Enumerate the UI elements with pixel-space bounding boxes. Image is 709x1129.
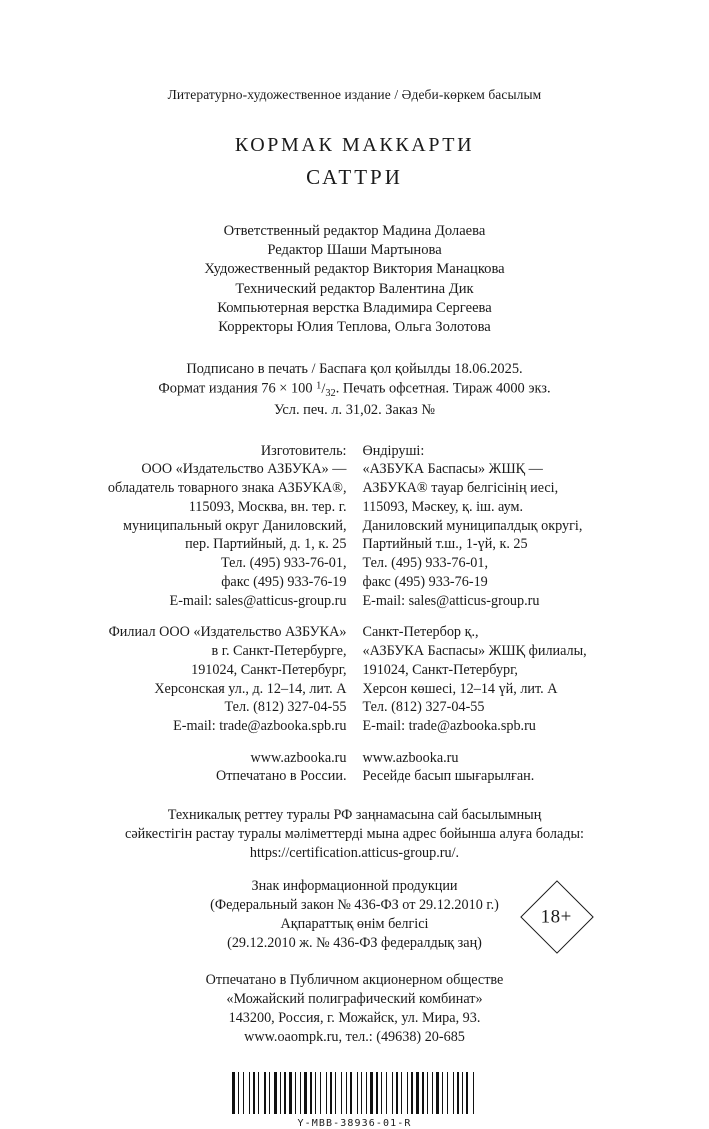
credit-line: Редактор Шаши Мартынова	[267, 242, 442, 259]
barcode-label: Y-MBB-38936-01-R	[297, 1118, 412, 1129]
branch-line-kk: Херсон көшесі, 12–14 үй, лит. А	[362, 680, 558, 697]
manufacturer-heading-kk: Өндіруші:	[362, 442, 425, 459]
spacer	[363, 736, 631, 749]
website-line-kk: www.azbooka.ru	[362, 749, 459, 766]
certification-url: https://certification.atticus-group.ru/.	[249, 844, 460, 861]
certification-line: сәйкестігін растау туралы мәліметтерді мына адрес бойынша алуға болады:	[125, 825, 584, 842]
barcode-section	[70, 1072, 639, 1129]
book-title: САТТРИ	[306, 165, 403, 190]
certification-block	[70, 806, 639, 862]
publisher-email-kk: E-mail: sales@atticus-group.ru	[362, 592, 540, 609]
publisher-line-kk: «АЗБУКА Баспасы» ЖШҚ —	[362, 461, 543, 478]
format-suffix: . Печать офсетная. Тираж 4000 экз.	[335, 381, 551, 398]
publisher-line-kk: факс (495) 933-76-19	[362, 573, 488, 590]
manufacturer-column-left	[79, 442, 347, 786]
printer-block	[70, 971, 639, 1046]
publisher-line-kk: АЗБУКА® тауар белгісінің иесі,	[362, 480, 559, 497]
format-denominator: 32	[325, 387, 336, 399]
credit-line: Технический редактор Валентина Дик	[235, 280, 474, 297]
barcode-image	[232, 1072, 477, 1114]
website-line: www.azbooka.ru	[250, 749, 347, 766]
printer-line: Отпечатано в Публичном акционерном обществе	[205, 972, 504, 989]
manufacturer-heading-ru: Изготовитель:	[260, 442, 347, 459]
branch-line: в г. Санкт-Петербурге,	[211, 643, 347, 660]
branch-line-kk: Тел. (812) 327-04-55	[362, 699, 485, 716]
branch-line-kk: Санкт-Петербор қ.,	[362, 624, 479, 641]
format-numerator: 1	[316, 380, 322, 392]
credit-line: Корректоры Юлия Теплова, Ольга Золотова	[218, 319, 491, 336]
spacer	[79, 610, 347, 623]
age-rating-line: (29.12.2010 ж. № 436-ФЗ федералдық заң)	[227, 934, 482, 951]
branch-line-kk: 191024, Санкт-Петербург,	[362, 661, 518, 678]
publisher-line-kk: Даниловский муниципалдық округі,	[362, 517, 583, 534]
printer-address: 143200, Россия, г. Можайск, ул. Мира, 93.	[228, 1009, 481, 1026]
age-rating-line: Знак информационной продукции	[251, 878, 458, 895]
age-rating-line: Ақпараттық өнім белгісі	[280, 915, 429, 932]
age-rating-value: 18+	[540, 907, 572, 929]
publisher-line-kk: Тел. (495) 933-76-01,	[362, 555, 489, 572]
print-sign-date: Подписано в печать / Баспаға қол қойылды 18.06.2025.	[186, 361, 523, 378]
format-line: Формат издания 76 × 100 $^1/_{32}$. Печать офсетная. Тираж 4000 экз.	[158, 380, 551, 399]
sheets-order-line: Усл. печ. л. 31,02. Заказ №	[273, 401, 436, 418]
branch-line-kk: «АЗБУКА Баспасы» ЖШҚ филиалы,	[362, 643, 587, 660]
credit-line: Художественный редактор Виктория Манацкова	[204, 261, 505, 278]
branch-line: Филиал ООО «Издательство АЗБУКА»	[108, 624, 347, 641]
publisher-line: ООО «Издательство АЗБУКА» —	[141, 461, 347, 478]
manufacturer-section	[70, 442, 639, 786]
branch-line: Херсонская ул., д. 12–14, лит. А	[154, 680, 347, 697]
branch-line: Тел. (812) 327-04-55	[224, 699, 347, 716]
age-rating-section	[70, 877, 639, 952]
author-name: КОРМАК МАККАРТИ	[234, 133, 475, 156]
branch-email-kk: E-mail: trade@azbooka.spb.ru	[362, 717, 536, 734]
publisher-line: факс (495) 933-76-19	[221, 573, 347, 590]
spacer	[79, 736, 347, 749]
spacer	[363, 610, 631, 623]
credit-line: Компьютерная верстка Владимира Сергеева	[217, 299, 492, 316]
printer-contacts: www.oaompk.ru, тел.: (49638) 20-685	[244, 1028, 465, 1045]
credits-block	[70, 222, 639, 338]
credit-line: Ответственный редактор Мадина Долаева	[223, 222, 486, 239]
publisher-line: обладатель товарного знака АЗБУКА®,	[107, 480, 347, 497]
series-line: Литературно-художественное издание / Әдеби-көркем басылым	[167, 87, 542, 102]
publisher-line-kk: Партийный т.ш., 1-үй, к. 25	[362, 536, 528, 553]
printed-in-line: Отпечатано в России.	[215, 768, 347, 785]
publisher-email: E-mail: sales@atticus-group.ru	[169, 592, 347, 609]
publisher-line: 115093, Москва, вн. тер. г.	[188, 498, 347, 515]
imprint-block	[70, 360, 639, 419]
format-prefix: Формат издания 76 × 100	[158, 381, 317, 398]
branch-email: E-mail: trade@azbooka.spb.ru	[173, 717, 347, 734]
publisher-line: пер. Партийный, д. 1, к. 25	[185, 536, 347, 553]
publisher-line: муниципальный округ Даниловский,	[123, 517, 347, 534]
publisher-line-kk: 115093, Мәскеу, қ. іш. аум.	[362, 498, 524, 515]
manufacturer-column-right	[363, 442, 631, 786]
printer-name: «Можайский полиграфический комбинат»	[226, 991, 483, 1008]
publisher-line: Тел. (495) 933-76-01,	[220, 555, 347, 572]
branch-line: 191024, Санкт-Петербург,	[191, 661, 347, 678]
printed-in-line-kk: Ресейде басып шығарылған.	[362, 768, 535, 785]
age-rating-line: (Федеральный закон № 436-ФЗ от 29.12.2010 г.)	[210, 897, 499, 914]
certification-line: Техникалық реттеу туралы РФ заңнамасына сай басылымның	[167, 807, 542, 824]
